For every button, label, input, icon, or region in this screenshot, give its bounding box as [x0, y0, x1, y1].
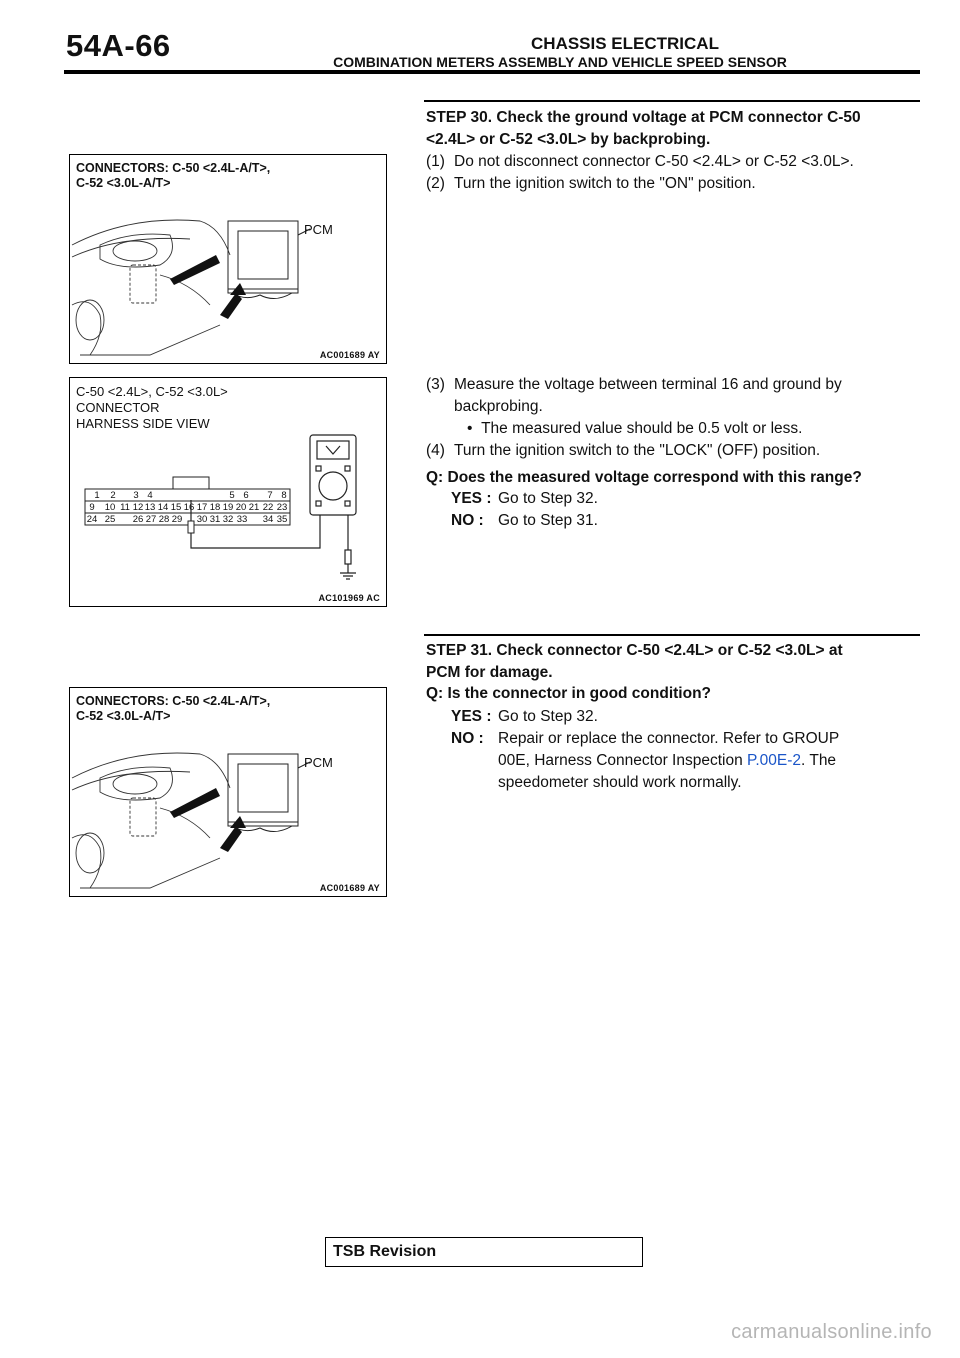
connector-pin-6: 6 [243, 490, 249, 501]
connector-pin-19: 19 [222, 502, 234, 513]
connector-pin-15: 15 [170, 502, 182, 513]
step31-no-text: Repair or replace the connector. Refer to GROUP 00E, Harness Connector Inspection P.00E-2. The speedometer should work normally. [498, 730, 840, 791]
connector-pin-35: 35 [276, 514, 288, 525]
figure-code: AC001689 AY [319, 883, 380, 893]
figure-pcm-location-1 [69, 154, 387, 364]
subsection-title: COMBINATION METERS ASSEMBLY AND VEHICLE SPEED SENSOR [333, 54, 787, 70]
connector-pin-14: 14 [157, 502, 169, 513]
connector-pin-21: 21 [248, 502, 260, 513]
step30-item-3: (3) Measure the voltage between terminal 16 and ground by [426, 376, 842, 393]
pcm-callout: PCM [304, 755, 333, 770]
step30-rule [424, 100, 920, 102]
step31-rule [424, 634, 920, 636]
connector-pin-27: 27 [145, 514, 157, 525]
figure-code: AC001689 AY [319, 350, 380, 360]
tsb-revision-label: TSB Revision [333, 1243, 437, 1260]
connector-pin-32: 32 [222, 514, 234, 525]
connector-pin-28: 28 [158, 514, 170, 525]
connector-pin-8: 8 [281, 490, 287, 501]
connector-pin-11: 11 [120, 502, 130, 513]
connector-pin-23: 23 [276, 502, 288, 513]
connector-pin-30: 30 [196, 514, 208, 525]
step30-yes-label: YES : [451, 490, 492, 507]
header-rule [64, 70, 920, 74]
connector-pin-33: 33 [236, 514, 248, 525]
step31-yes-text: Go to Step 32. [498, 708, 598, 725]
figure-code: AC101969 AC [318, 593, 380, 603]
connector-pin-9: 9 [89, 502, 95, 513]
step30-item-2: (2) Turn the ignition switch to the "ON" position. [426, 175, 756, 192]
connector-pin-18: 18 [209, 502, 221, 513]
connector-pin-16: 16 [183, 502, 195, 513]
connector-pin-5: 5 [229, 490, 235, 501]
connector-pin-7: 7 [267, 490, 273, 501]
connector-pin-31: 31 [209, 514, 221, 525]
figure-label: CONNECTORS: C-50 <2.4L-A/T>, C-52 <3.0L-A/T> [76, 694, 271, 723]
figure-label: C-50 <2.4L>, C-52 <3.0L> CONNECTOR HARNESS SIDE VIEW [76, 384, 228, 431]
step31-no-label: NO : [451, 730, 484, 747]
connector-pin-20: 20 [235, 502, 247, 513]
step30-bullet: • The measured value should be 0.5 volt or less. [467, 420, 803, 437]
bullet-icon: • [467, 420, 473, 437]
connector-pin-22: 22 [262, 502, 274, 513]
dashboard-illustration [70, 155, 388, 365]
step30-title: STEP 30. Check the ground voltage at PCM connector C-50 <2.4L> or C-52 <3.0L> by backprobing. [426, 109, 861, 148]
connector-pin-25: 25 [104, 514, 116, 525]
connector-pin-1: 1 [94, 490, 100, 501]
connector-pin-34: 34 [262, 514, 274, 525]
watermark: carmanualsonline.info [731, 1321, 932, 1343]
reference-link[interactable]: P.00E-2 [747, 752, 802, 769]
connector-pin-12: 12 [132, 502, 144, 513]
connector-pin-10: 10 [104, 502, 116, 513]
step30-item-4: (4) Turn the ignition switch to the "LOCK" (OFF) position. [426, 442, 821, 459]
step31-title: STEP 31. Check connector C-50 <2.4L> or C-52 <3.0L> at PCM for damage. [426, 642, 843, 681]
connector-pin-3: 3 [133, 490, 139, 501]
step30-item-3-cont: backprobing. [454, 398, 543, 415]
connector-pin-29: 29 [171, 514, 183, 525]
figure-connector-harness [69, 377, 387, 607]
dashboard-illustration [70, 688, 388, 898]
step31-question: Q: Is the connector in good condition? [426, 685, 712, 702]
connector-pin-26: 26 [132, 514, 144, 525]
connector-pin-2: 2 [110, 490, 116, 501]
step30-question: Q: Does the measured voltage correspond with this range? [426, 469, 862, 486]
step31-yes-label: YES : [451, 708, 492, 725]
step30-no-label: NO : [451, 512, 484, 529]
connector-pin-17: 17 [196, 502, 208, 513]
connector-pin-24: 24 [86, 514, 98, 525]
step30-item-1: (1) Do not disconnect connector C-50 <2.4L> or C-52 <3.0L>. [426, 153, 854, 170]
connector-pin-13: 13 [144, 502, 156, 513]
section-title: CHASSIS ELECTRICAL [531, 34, 719, 53]
connector-pin-4: 4 [147, 490, 153, 501]
step30-yes-text: Go to Step 32. [498, 490, 598, 507]
step30-no-text: Go to Step 31. [498, 512, 598, 529]
connector-and-voltmeter [70, 378, 388, 608]
figure-pcm-location-2 [69, 687, 387, 897]
pcm-callout: PCM [304, 222, 333, 237]
figure-label: CONNECTORS: C-50 <2.4L-A/T>, C-52 <3.0L-A/T> [76, 161, 271, 190]
page-number: 54A-66 [66, 28, 171, 63]
